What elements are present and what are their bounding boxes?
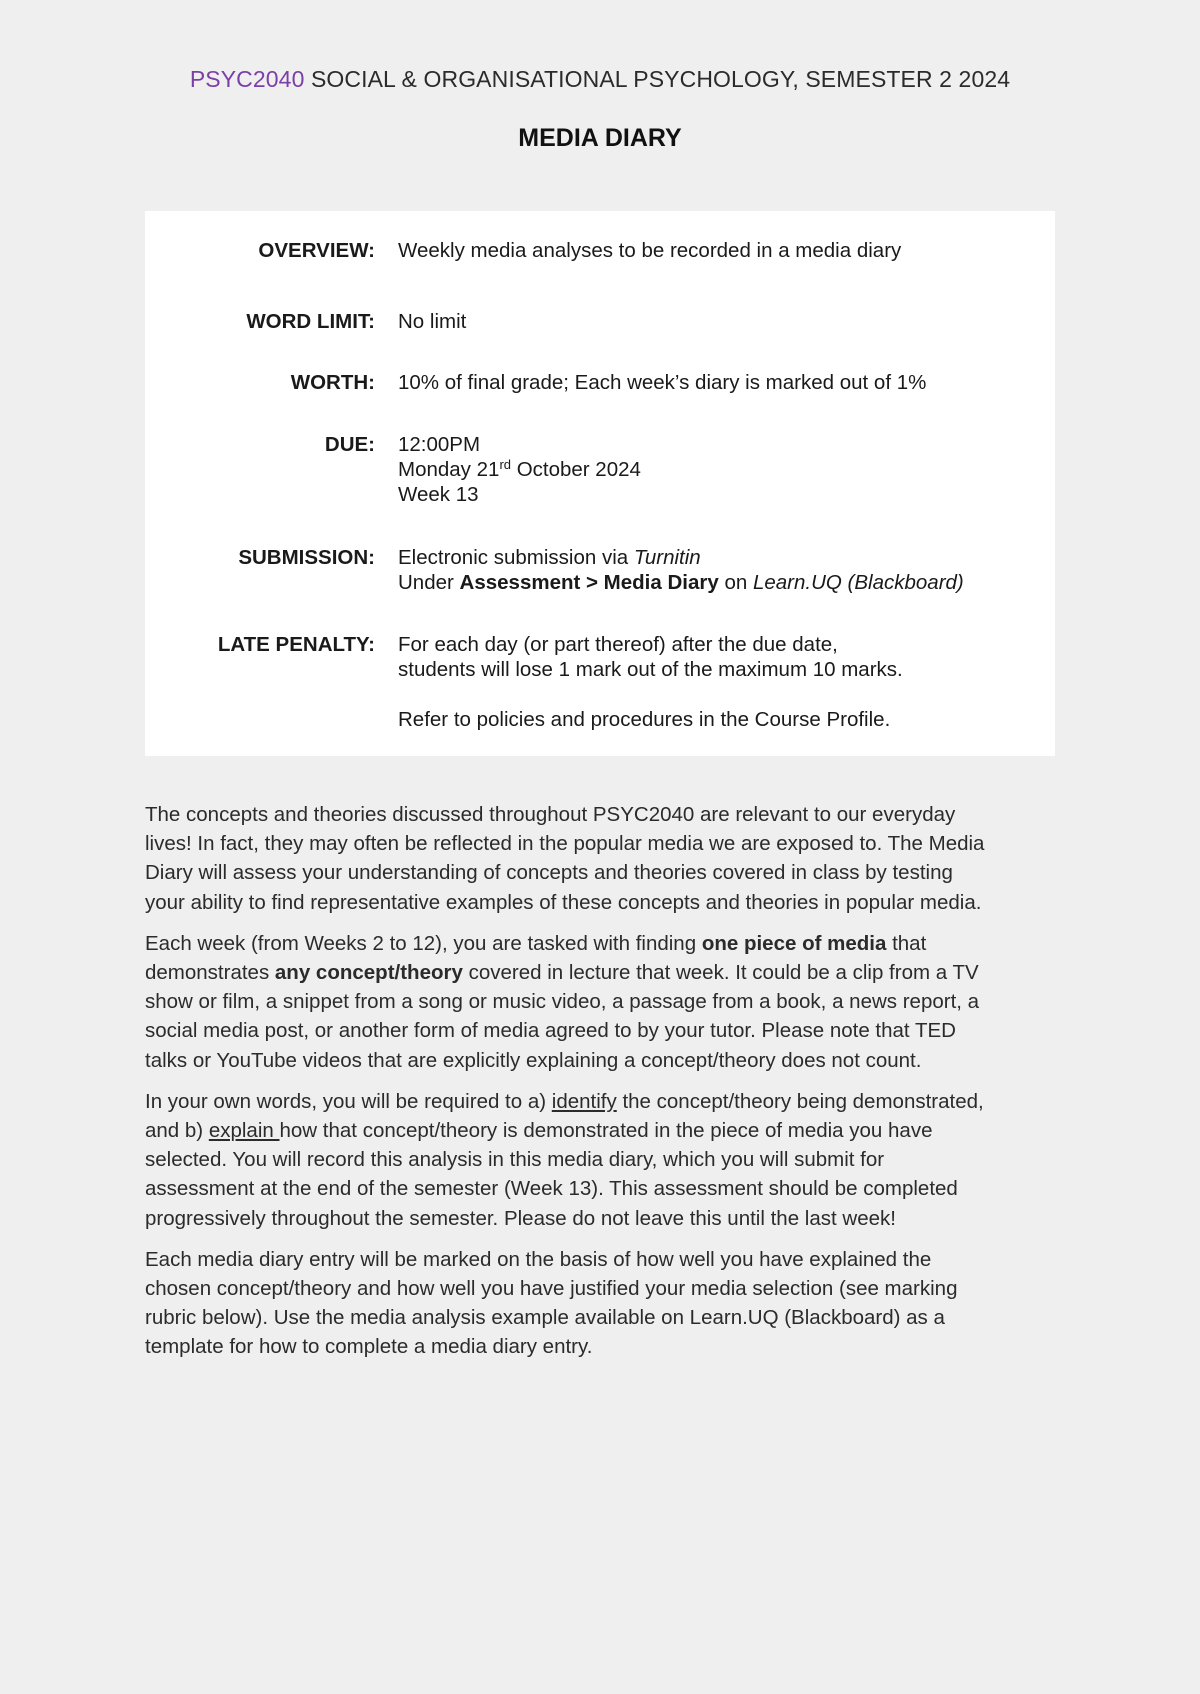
due-time: 12:00PM [398,433,481,456]
paragraph-intro: The concepts and theories discussed throughout PSYC2040 are relevant to our everyday lives! In fact, they may often be reflected in the popular media we are exposed to. The Media Diary will assess your understanding of concepts and theories covered in class by testing your ability to find representative examples of these concepts and theories in popular media. [145,803,985,914]
worth-value: 10% of final grade; Each week’s diary is marked out of 1% [398,371,927,394]
submission-value [398,545,1048,595]
paragraph-requirements: In your own words, you will be required to a) identify the concept/theory being demonstrated, and b) explain how that concept/theory is demonstrated in the piece of media you have selected. You will record this analysis in this media diary, which you will submit for assessment at the end of the semester (Week 13). This assessment should be completed progressively throughout the semester. Please do not leave this until the last week! [145,1089,984,1230]
course-name: SOCIAL & ORGANISATIONAL PSYCHOLOGY, SEMESTER 2 2024 [304,66,1011,92]
overview-label: OVERVIEW: [258,239,375,262]
late-penalty-line-1: For each day (or part thereof) after the due date, [398,633,838,656]
due-week: Week 13 [398,483,479,506]
submission-line-2: Under Assessment > Media Diary on Learn.UQ (Blackboard) [398,571,964,594]
document-title: MEDIA DIARY [518,124,682,152]
worth-label: WORTH: [290,371,375,394]
assessment-info-box [145,211,1055,756]
word-limit-value: No limit [398,310,467,333]
late-penalty-line-2: students will lose 1 mark out of the maximum 10 marks. [398,658,903,681]
submission-label: SUBMISSION: [238,546,375,569]
due-value [398,432,1048,507]
late-penalty-value [398,632,1048,732]
word-limit-label: WORD LIMIT: [246,310,375,333]
due-label: DUE: [324,433,375,456]
paragraph-task: Each week (from Weeks 2 to 12), you are tasked with finding one piece of media that demonstrates any concept/theory covered in lecture that week. It could be a clip from a TV show or film, a snippet from a song or music video, a passage from a book, a news report, a social media post, or another form of media agreed to by your tutor. Please note that TED talks or YouTube videos that are explicitly explaining a concept/theory does not count. [145,931,980,1072]
paragraph-marking: Each media diary entry will be marked on the basis of how well you have explained the chosen concept/theory and how well you have justified your media selection (see marking rubric below). Use the media analysis example available on Learn.UQ (Blackboard) as a template for how to complete a media diary entry. [145,1247,958,1359]
course-header [0,66,1200,93]
submission-line-1: Electronic submission via Turnitin [398,546,701,569]
overview-value: Weekly media analyses to be recorded in a media diary [398,239,902,262]
body-text [145,800,1055,1374]
late-penalty-line-3: Refer to policies and procedures in the Course Profile. [398,708,891,731]
late-penalty-label: LATE PENALTY: [217,633,375,656]
due-date: Monday 21rd October 2024 [398,457,641,481]
course-code: PSYC2040 [189,66,305,92]
